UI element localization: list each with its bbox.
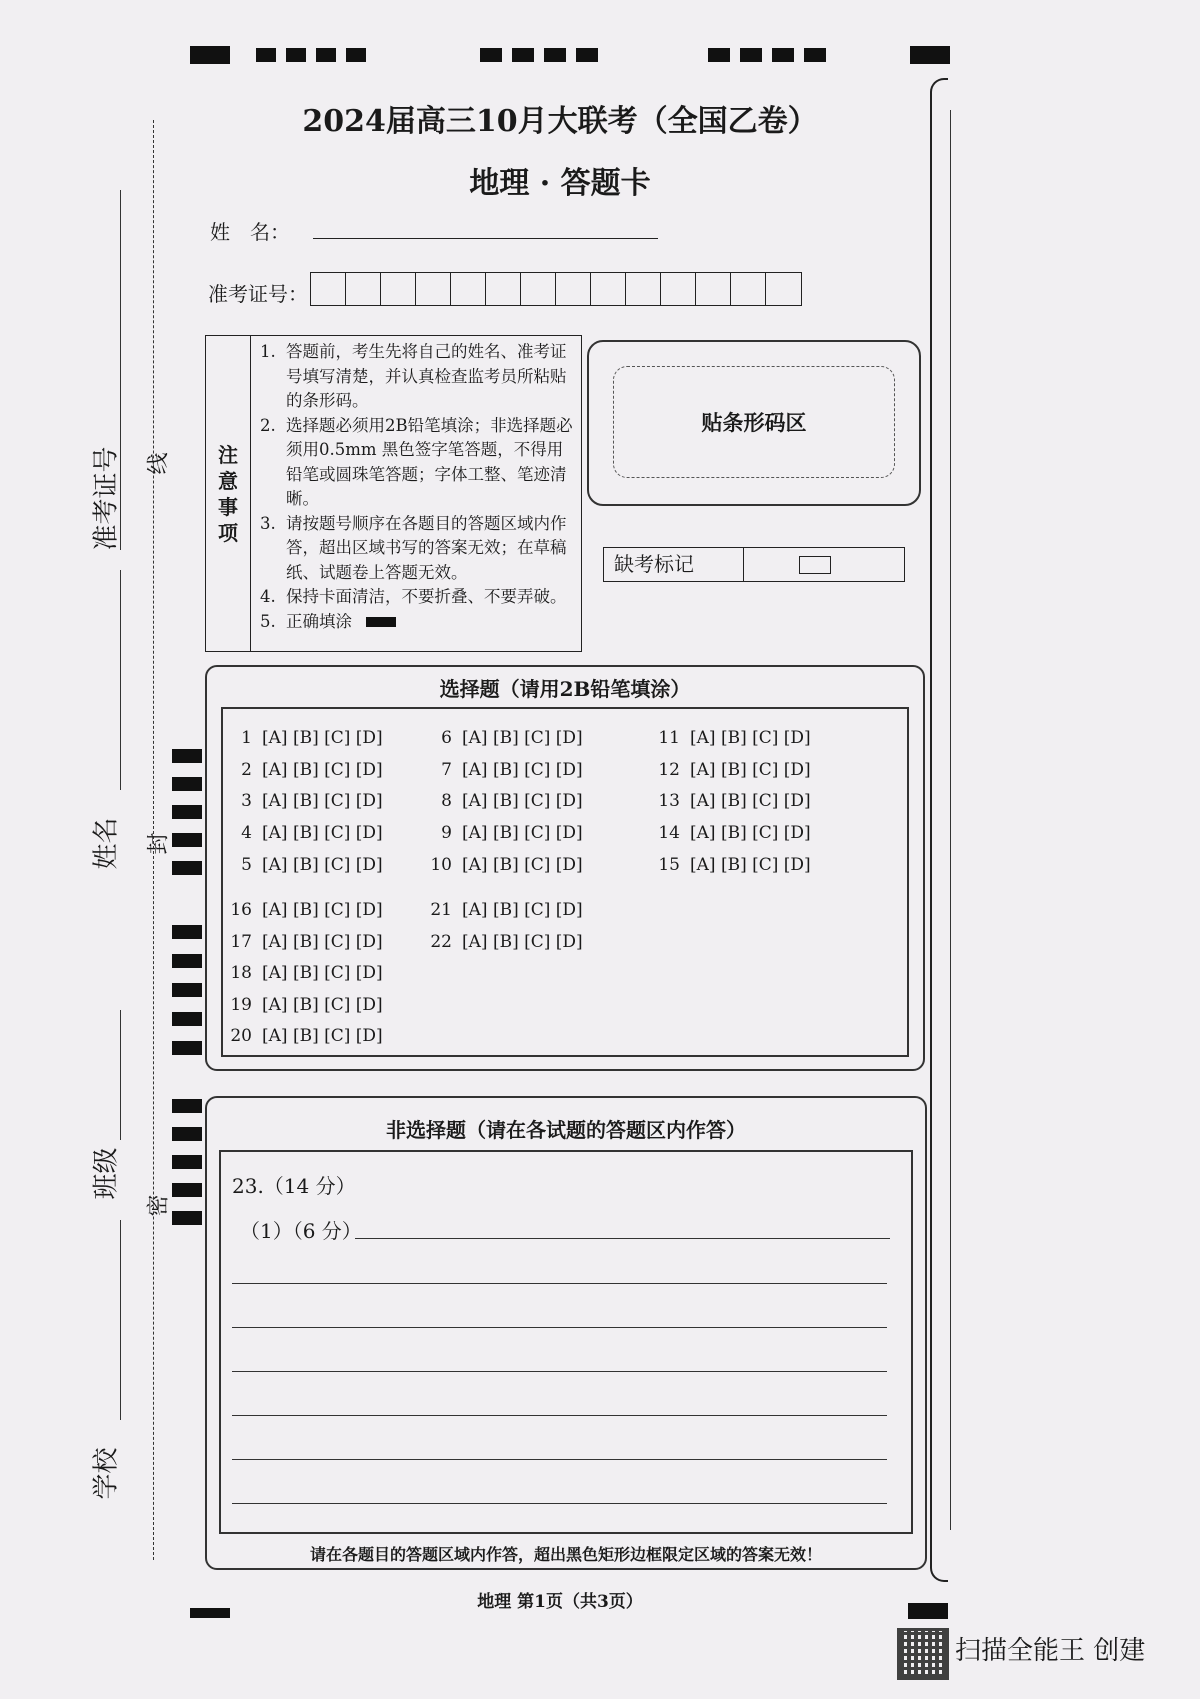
answer-options[interactable]: [A] [B] [C] [D]	[262, 855, 383, 875]
choice-question[interactable]	[422, 932, 583, 952]
question-number: 8	[441, 791, 452, 811]
line-word: 线	[146, 452, 172, 475]
question-number: 15	[658, 855, 680, 875]
answer-options[interactable]: [A] [B] [C] [D]	[262, 1026, 383, 1046]
choice-question[interactable]	[222, 855, 383, 875]
choice-question[interactable]	[650, 760, 811, 780]
question-number: 11	[658, 728, 680, 748]
choice-question[interactable]	[422, 760, 583, 780]
question-number: 3	[241, 791, 252, 811]
notice-title: 注 意 事 项	[206, 336, 251, 651]
question-number: 19	[230, 995, 252, 1015]
answer-options[interactable]: [A] [B] [C] [D]	[462, 932, 583, 952]
notice-item: 1. 答题前，考生先将自己的姓名、准考证号填写清楚，并认真检查监考员所粘贴的条形码。	[260, 342, 567, 410]
seal-word: 封	[146, 832, 172, 855]
fill-sample-icon	[366, 617, 396, 627]
question-number: 13	[658, 791, 680, 811]
question-number: 5	[241, 855, 252, 875]
answer-options[interactable]: [A] [B] [C] [D]	[262, 963, 383, 983]
choice-question[interactable]	[222, 995, 383, 1015]
question-number: 7	[441, 760, 452, 780]
answer-options[interactable]: [A] [B] [C] [D]	[462, 900, 583, 920]
timing-mark	[708, 48, 826, 62]
right-inner-border	[950, 110, 951, 1530]
answer-line[interactable]	[232, 1503, 887, 1504]
answer-options[interactable]: [A] [B] [C] [D]	[262, 728, 383, 748]
choice-question[interactable]	[422, 855, 583, 875]
notice-list	[260, 340, 578, 634]
notice-item: 3. 请按题号顺序在各题目的答题区域内作答，超出区域书写的答案无效；在草稿纸、试题卷上答题无效。	[260, 513, 567, 582]
answer-options[interactable]: [A] [B] [C] [D]	[262, 995, 383, 1015]
absent-mark	[603, 547, 905, 582]
choice-question[interactable]	[650, 728, 811, 748]
timing-mark	[256, 48, 366, 62]
answer-line[interactable]	[232, 1415, 887, 1416]
timing-mark	[172, 910, 202, 1055]
notice-item: 2. 选择题必须用2B铅笔填涂；非选择题必须用0.5mm 黑色签字笔答题，不得用铅笔或圆珠笔答题；字体工整、笔迹清晰。	[260, 415, 573, 508]
barcode-label: 贴条形码区	[613, 366, 895, 478]
answer-options[interactable]: [A] [B] [C] [D]	[462, 760, 583, 780]
answer-warning: 请在各题目的答题区域内作答，超出黑色矩形边框限定区域的答案无效！	[309, 1545, 822, 1564]
choice-question[interactable]	[222, 791, 383, 811]
question-number: 9	[441, 823, 452, 843]
timing-mark	[910, 46, 950, 64]
answer-options[interactable]: [A] [B] [C] [D]	[262, 823, 383, 843]
sidebar-name-label: 姓名	[91, 817, 122, 870]
answer-options[interactable]: [A] [B] [C] [D]	[690, 791, 811, 811]
exam-id-label: 准考证号：	[208, 282, 308, 306]
choice-question[interactable]	[422, 728, 583, 748]
sidebar-school-label: 学校	[91, 1447, 122, 1500]
name-label: 姓 名：	[210, 220, 290, 244]
question-number: 22	[430, 932, 452, 952]
timing-mark	[480, 48, 598, 62]
sidebar-exam-id-label: 准考证号	[91, 446, 122, 551]
question-number: 18	[230, 963, 252, 983]
answer-options[interactable]: [A] [B] [C] [D]	[462, 855, 583, 875]
notice-item: 4. 保持卡面清洁，不要折叠、不要弄破。	[260, 587, 567, 606]
answer-options[interactable]: [A] [B] [C] [D]	[690, 823, 811, 843]
qr-code-icon	[897, 1628, 949, 1680]
question-number: 17	[230, 932, 252, 952]
notice-box	[205, 335, 582, 652]
answer-options[interactable]: [A] [B] [C] [D]	[690, 728, 811, 748]
answer-options[interactable]: [A] [B] [C] [D]	[262, 760, 383, 780]
choice-question[interactable]	[422, 823, 583, 843]
question-number: 1	[241, 728, 252, 748]
choice-question[interactable]	[222, 900, 383, 920]
answer-line[interactable]	[232, 1327, 887, 1328]
nonchoice-section	[205, 1096, 927, 1570]
sidebar-line	[120, 570, 121, 790]
question-23-1-label: （1）（6 分）	[240, 1219, 362, 1243]
question-number: 16	[230, 900, 252, 920]
choice-section-title: 选择题（请用2B铅笔填涂）	[439, 677, 691, 701]
absent-mark-label: 缺考标记	[604, 548, 744, 581]
barcode-area	[587, 340, 921, 506]
answer-options[interactable]: [A] [B] [C] [D]	[690, 855, 811, 875]
sidebar-class-label: 班级	[91, 1147, 122, 1200]
question-number: 20	[230, 1026, 252, 1046]
notice-item: 5. 正确填涂	[260, 610, 578, 635]
answer-options[interactable]: [A] [B] [C] [D]	[462, 823, 583, 843]
nonchoice-section-title: 非选择题（请在各试题的答题区内作答）	[386, 1118, 746, 1142]
page-subtitle: 地理 · 答题卡	[469, 166, 651, 201]
absent-checkbox[interactable]	[799, 556, 831, 574]
choice-question[interactable]	[222, 932, 383, 952]
answer-options[interactable]: [A] [B] [C] [D]	[262, 791, 383, 811]
sidebar-line	[120, 1010, 121, 1140]
choice-question[interactable]	[422, 791, 583, 811]
question-number: 10	[430, 855, 452, 875]
timing-mark	[172, 735, 202, 875]
answer-options[interactable]: [A] [B] [C] [D]	[690, 760, 811, 780]
answer-options[interactable]: [A] [B] [C] [D]	[262, 900, 383, 920]
question-number: 12	[658, 760, 680, 780]
choice-question[interactable]	[222, 760, 383, 780]
exam-id-grid[interactable]	[310, 272, 802, 306]
answer-area[interactable]	[219, 1150, 913, 1534]
timing-mark	[172, 1085, 202, 1225]
choice-question[interactable]	[650, 791, 811, 811]
right-border	[930, 78, 948, 1582]
choice-question[interactable]	[650, 823, 811, 843]
question-number: 6	[441, 728, 452, 748]
choice-question[interactable]	[222, 963, 383, 983]
answer-line[interactable]	[355, 1238, 890, 1239]
scanner-watermark: 扫描全能王 创建	[955, 1636, 1146, 1666]
question-number: 4	[241, 823, 252, 843]
timing-mark	[190, 46, 230, 64]
name-field[interactable]	[313, 214, 658, 239]
question-number: 2	[241, 760, 252, 780]
answer-line[interactable]	[232, 1459, 887, 1460]
page-title: 2024届高三10月大联考（全国乙卷）	[302, 104, 818, 139]
choice-question[interactable]	[222, 823, 383, 843]
choice-question[interactable]	[422, 900, 583, 920]
choice-question[interactable]	[222, 728, 383, 748]
question-23-label: 23.（14 分）	[232, 1174, 356, 1198]
secret-word: 密	[146, 1194, 172, 1217]
answer-options[interactable]: [A] [B] [C] [D]	[262, 932, 383, 952]
answer-line[interactable]	[232, 1283, 887, 1284]
page-number: 地理 第1页（共3页）	[477, 1592, 643, 1612]
question-number: 14	[658, 823, 680, 843]
sidebar-line	[120, 1220, 121, 1420]
answer-line[interactable]	[232, 1371, 887, 1372]
question-number: 21	[430, 900, 452, 920]
choice-question[interactable]	[650, 855, 811, 875]
answer-options[interactable]: [A] [B] [C] [D]	[462, 728, 583, 748]
answer-options[interactable]: [A] [B] [C] [D]	[462, 791, 583, 811]
choice-question[interactable]	[222, 1026, 383, 1046]
